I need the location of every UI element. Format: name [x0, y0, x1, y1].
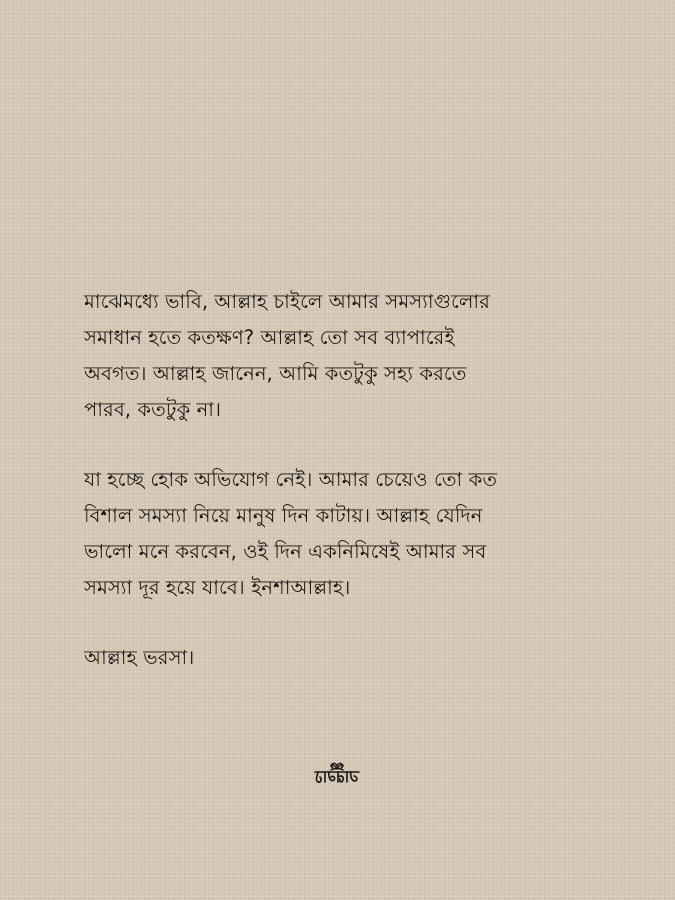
paragraph-1	[84, 284, 604, 428]
text-line: ভালো মনে করবেন, ওই দিন একনিমিষেই আমার সব	[84, 540, 487, 563]
text-line: যা হচ্ছে হোক অভিযোগ নেই। আমার চেয়েও তো কত	[84, 468, 498, 491]
text-line: মাঝেমধ্যে ভাবি, আল্লাহ চাইলে আমার সমস্যাগুলোর	[84, 290, 490, 313]
quote-text	[84, 284, 604, 710]
paragraph-2	[84, 462, 604, 606]
paragraph-3	[84, 640, 604, 676]
text-line: অবগত। আল্লাহ জানেন, আমি কতটুকু সহ্য করতে	[84, 362, 467, 385]
text-line: সমাধান হতে কতক্ষণ? আল্লাহ তো সব ব্যাপারেই	[84, 326, 455, 349]
text-line: বিশাল সমস্যা নিয়ে মানুষ দিন কাটায়। আল্লাহ যেদিন	[84, 504, 483, 527]
text-line: সমস্যা দূর হয়ে যাবে। ইনশাআল্লাহ।	[84, 576, 351, 599]
calligraphy-signature-icon	[309, 760, 365, 788]
text-line: আল্লাহ ভরসা।	[84, 646, 195, 669]
text-line: পারব, কতটুকু না।	[84, 398, 222, 421]
